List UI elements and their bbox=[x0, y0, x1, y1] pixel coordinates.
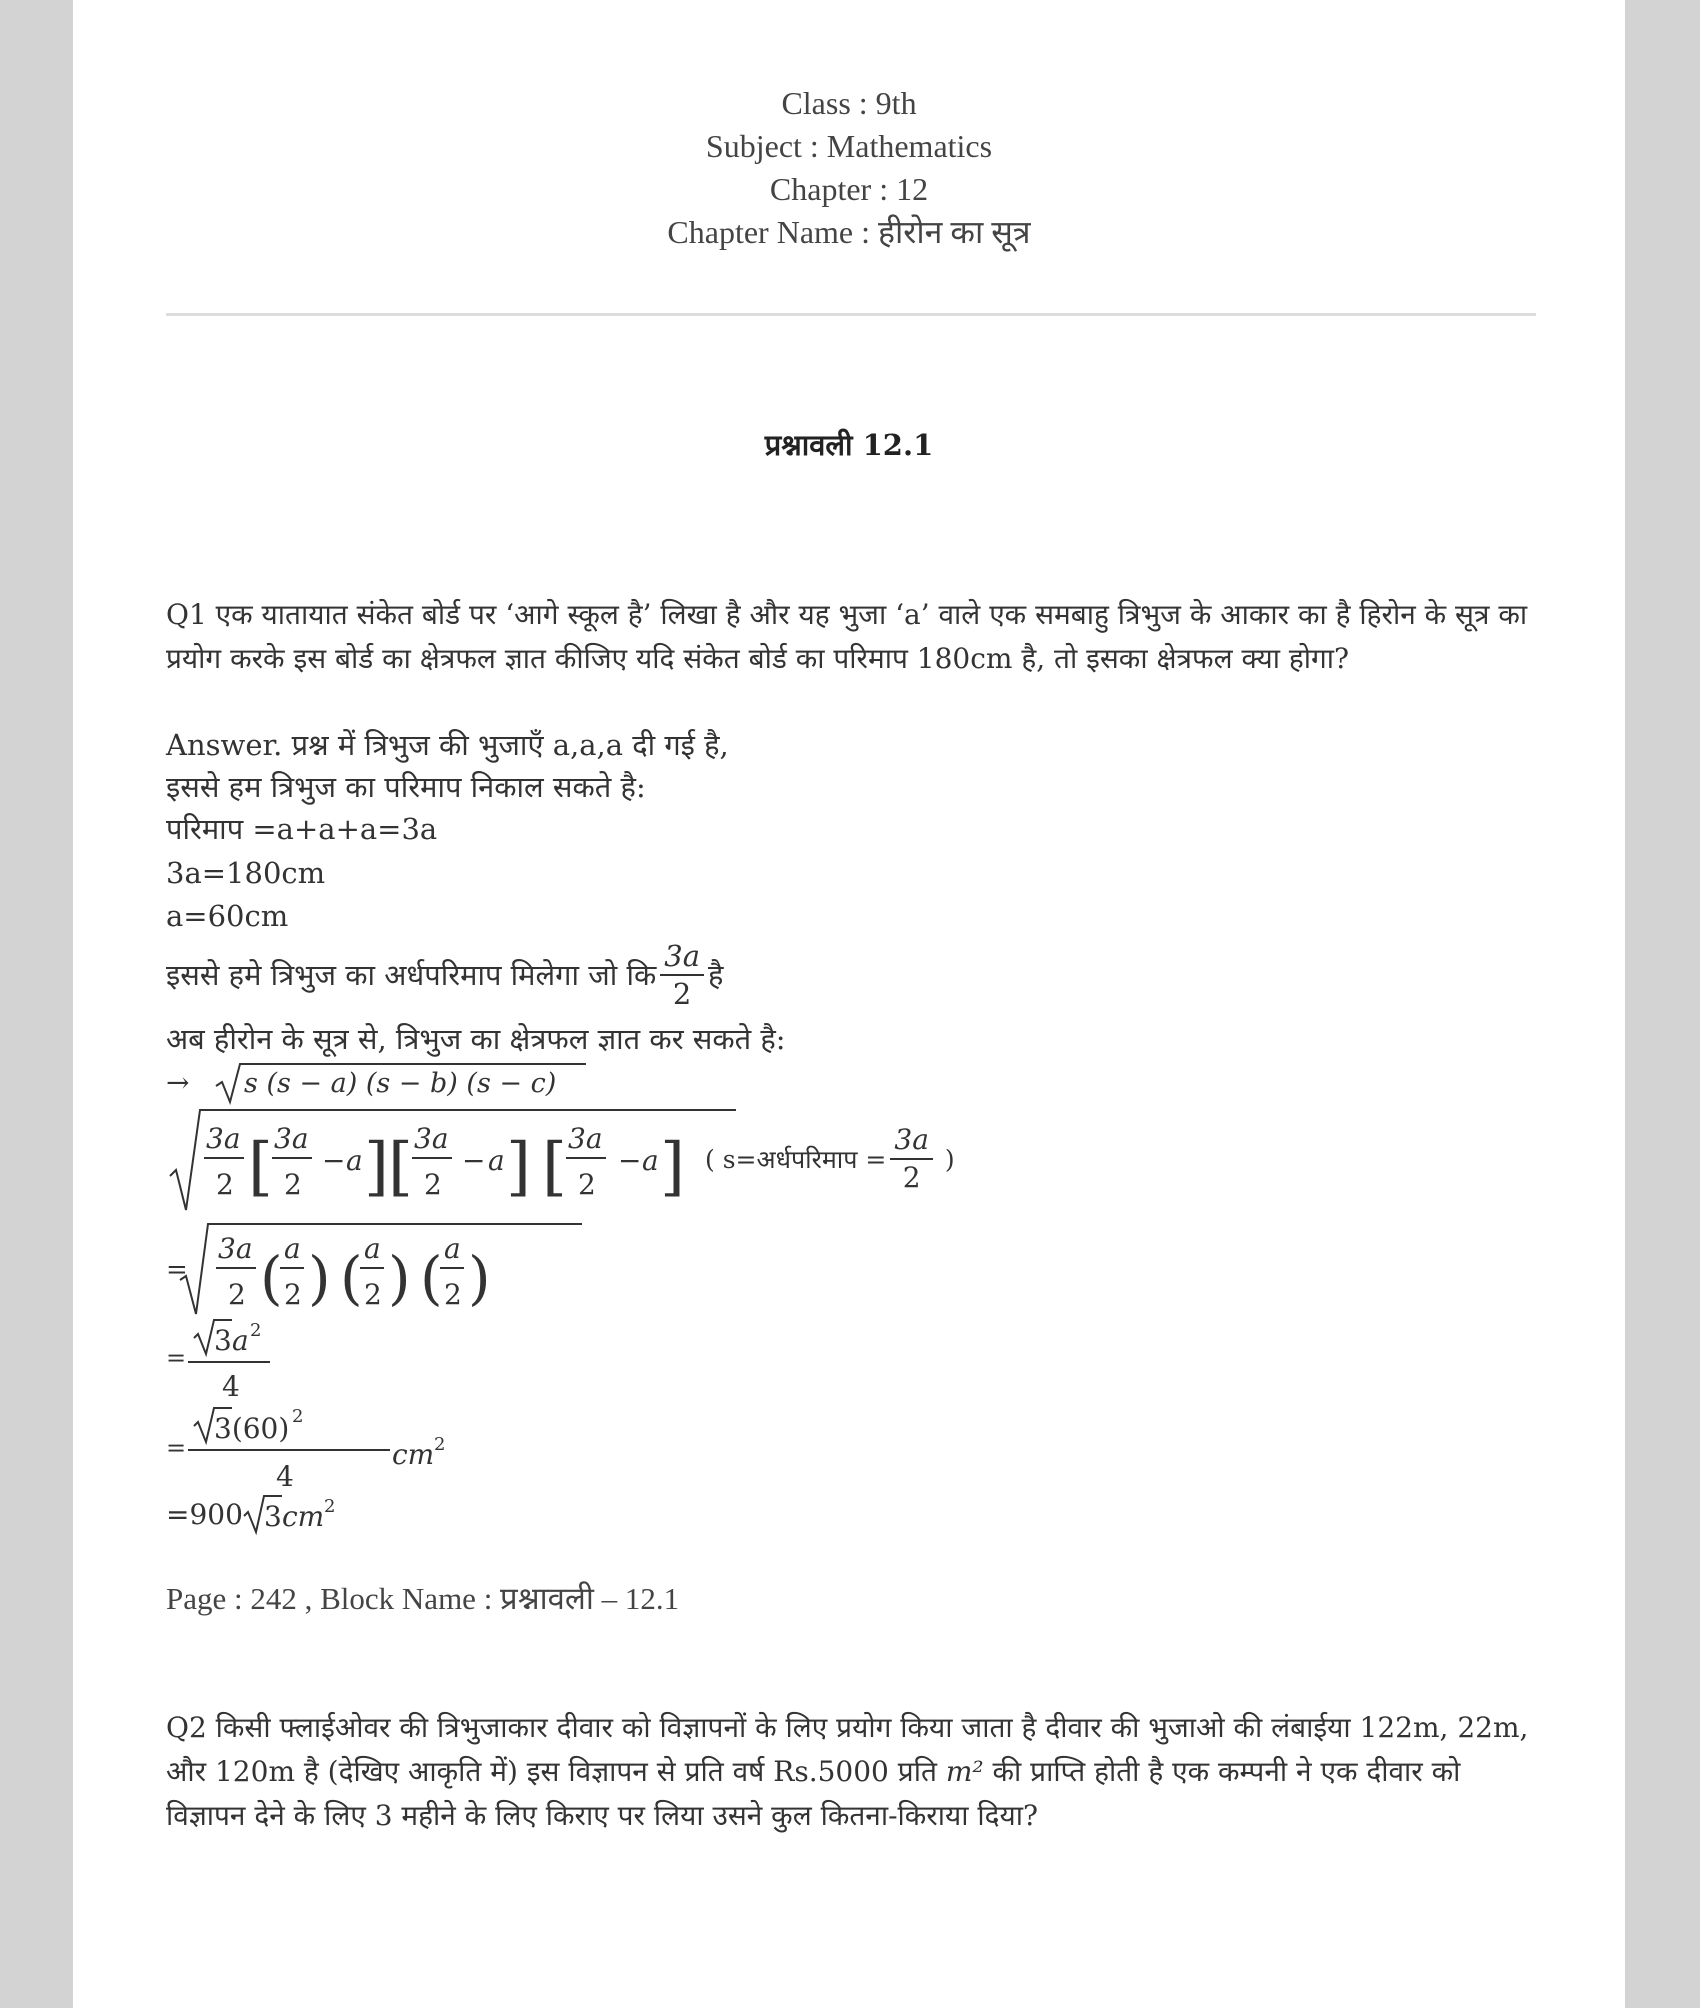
svg-text:): ) bbox=[468, 1244, 491, 1312]
svg-text:a: a bbox=[642, 1144, 659, 1177]
svg-text:3a: 3a bbox=[206, 1122, 241, 1155]
svg-text:=: = bbox=[166, 1344, 187, 1372]
subject-line: Subject : Mathematics bbox=[705, 128, 993, 164]
note-close-paren: ) bbox=[936, 1144, 955, 1174]
svg-text:]: ] bbox=[364, 1130, 389, 1204]
svg-text:[: [ bbox=[542, 1130, 567, 1204]
svg-text:2: 2 bbox=[284, 1168, 302, 1201]
svg-text:3a: 3a bbox=[218, 1232, 253, 1265]
svg-text:2: 2 bbox=[292, 1406, 304, 1427]
svg-text:2: 2 bbox=[250, 1320, 262, 1341]
q2-question-part2: की प्राप्ति होती है एक कम्पनी ने एक दीवार को विज्ञापन देने के लिए 3 महीने के लिए किराए पर लिया उसने कुल कितना-किराया दिया? bbox=[166, 1755, 1461, 1832]
svg-text:3(60): 3(60) bbox=[214, 1412, 290, 1445]
class-line: Class : 9th bbox=[781, 85, 917, 121]
svg-text:s (s − a) (s − b) (s − c): s (s − a) (s − b) (s − c) bbox=[244, 1068, 557, 1099]
svg-text:cm: cm bbox=[392, 1438, 435, 1471]
svg-text:4: 4 bbox=[276, 1460, 294, 1493]
svg-text:−: − bbox=[462, 1144, 486, 1177]
heron-formula bbox=[166, 1058, 586, 1108]
svg-text:3: 3 bbox=[214, 1324, 232, 1357]
document-page bbox=[73, 0, 1625, 2008]
svg-text:4: 4 bbox=[222, 1370, 240, 1403]
q1-question: Q1 एक यातायात संकेत बोर्ड पर ‘आगे स्कूल है’ लिखा है और यह भुजा ‘a’ वाले एक समबाहु त्रिभुज के आकार का है हिरोन के सूत्र का प्रयोग करके इस बोर्ड का क्षेत्रफल ज्ञात कीजिए यदि संकेत बोर्ड का परिमाप 180cm है, तो इसका क्षेत्रफल क्या होगा? bbox=[166, 598, 1528, 675]
note-fraction-3a-over-2: $\frac{3a}{2}$ bbox=[890, 1122, 933, 1196]
svg-text:(: ( bbox=[260, 1244, 283, 1312]
result-sqrt3-a2-over-4 bbox=[166, 1316, 366, 1406]
svg-text:−: − bbox=[322, 1144, 346, 1177]
q2-question-part1: Q2 किसी फ्लाईओवर की त्रिभुजाकार दीवार को विज्ञापनों के लिए प्रयोग किया जाता है दीवार की भुजाओ की लंबाईया 122m, 22m, और 120m है (देखिए आकृति में) इस विज्ञापन से प्रति वर्ष Rs.5000 प्रति bbox=[166, 1711, 1529, 1788]
svg-text:a: a bbox=[364, 1232, 381, 1265]
svg-text:(: ( bbox=[340, 1244, 363, 1312]
semi-perimeter-text: इससे हमे त्रिभुज का अर्धपरिमाप मिलेगा जो कि bbox=[166, 957, 657, 992]
svg-text:=: = bbox=[166, 1434, 187, 1462]
svg-text:[: [ bbox=[248, 1130, 273, 1204]
q1-answer-line-1: Answer. प्रश्न में त्रिभुज की भुजाएँ a,a,a दी गई है, bbox=[166, 728, 729, 762]
svg-text:(: ( bbox=[420, 1244, 443, 1312]
svg-text:3a: 3a bbox=[274, 1122, 309, 1155]
header-divider bbox=[166, 313, 1536, 316]
svg-text:=: = bbox=[166, 1255, 188, 1285]
fraction-3a-over-2: $\frac{3a}{2}$ bbox=[660, 938, 704, 1012]
final-answer bbox=[166, 1490, 466, 1540]
svg-text:]: ] bbox=[506, 1130, 531, 1204]
svg-text:2: 2 bbox=[578, 1168, 596, 1201]
chapter-line: Chapter : 12 bbox=[769, 171, 929, 207]
result-sqrt3-60-squared bbox=[166, 1404, 466, 1494]
semi-perimeter-note-text: ( s=अर्धपरिमाप = bbox=[705, 1145, 887, 1174]
svg-text:a: a bbox=[346, 1144, 363, 1177]
svg-text:2: 2 bbox=[444, 1278, 462, 1311]
semi-perimeter-tail: है bbox=[708, 957, 724, 992]
semi-perimeter-note bbox=[705, 1122, 955, 1196]
svg-text:2: 2 bbox=[434, 1434, 446, 1455]
svg-text:2: 2 bbox=[324, 1496, 336, 1517]
svg-text:2: 2 bbox=[228, 1278, 246, 1311]
svg-text:3a: 3a bbox=[568, 1122, 603, 1155]
page-reference: Page : 242 , Block Name : प्रश्नावली – 12.1 bbox=[166, 1581, 680, 1616]
document-header bbox=[73, 82, 1625, 254]
chapter-name-line: Chapter Name : हीरोन का सूत्र bbox=[667, 214, 1031, 250]
section-title: प्रश्नावली 12.1 bbox=[764, 428, 934, 462]
svg-text:[: [ bbox=[388, 1130, 413, 1204]
simplified-product bbox=[166, 1220, 586, 1320]
svg-text:→: → bbox=[166, 1066, 190, 1099]
svg-text:=900: =900 bbox=[166, 1498, 243, 1531]
svg-text:a: a bbox=[284, 1232, 301, 1265]
q2-question bbox=[166, 1706, 1546, 1838]
q1-answer-line-2: इससे हम त्रिभुज का परिमाप निकाल सकते है: bbox=[166, 770, 646, 804]
svg-text:2: 2 bbox=[424, 1168, 442, 1201]
q2-unit: m² bbox=[945, 1755, 984, 1788]
svg-text:a: a bbox=[488, 1144, 505, 1177]
svg-text:): ) bbox=[388, 1244, 411, 1312]
q1-answer-line-5: a=60cm bbox=[166, 899, 289, 933]
svg-text:−: − bbox=[618, 1144, 642, 1177]
heron-intro-line: अब हीरोन के सूत्र से, त्रिभुज का क्षेत्रफल ज्ञात कर सकते है: bbox=[166, 1022, 786, 1056]
semi-perimeter-line bbox=[166, 938, 1566, 1012]
svg-text:a: a bbox=[232, 1324, 249, 1357]
q1-answer-line-4: 3a=180cm bbox=[166, 856, 326, 890]
svg-text:2: 2 bbox=[284, 1278, 302, 1311]
svg-text:2: 2 bbox=[216, 1168, 234, 1201]
svg-text:2: 2 bbox=[364, 1278, 382, 1311]
svg-text:): ) bbox=[308, 1244, 331, 1312]
q1-answer-line-3: परिमाप =a+a+a=3a bbox=[166, 812, 438, 846]
svg-text:]: ] bbox=[660, 1130, 685, 1204]
svg-text:3a: 3a bbox=[414, 1122, 449, 1155]
svg-text:3: 3 bbox=[264, 1500, 282, 1533]
svg-text:a: a bbox=[444, 1232, 461, 1265]
svg-text:cm: cm bbox=[282, 1500, 325, 1533]
